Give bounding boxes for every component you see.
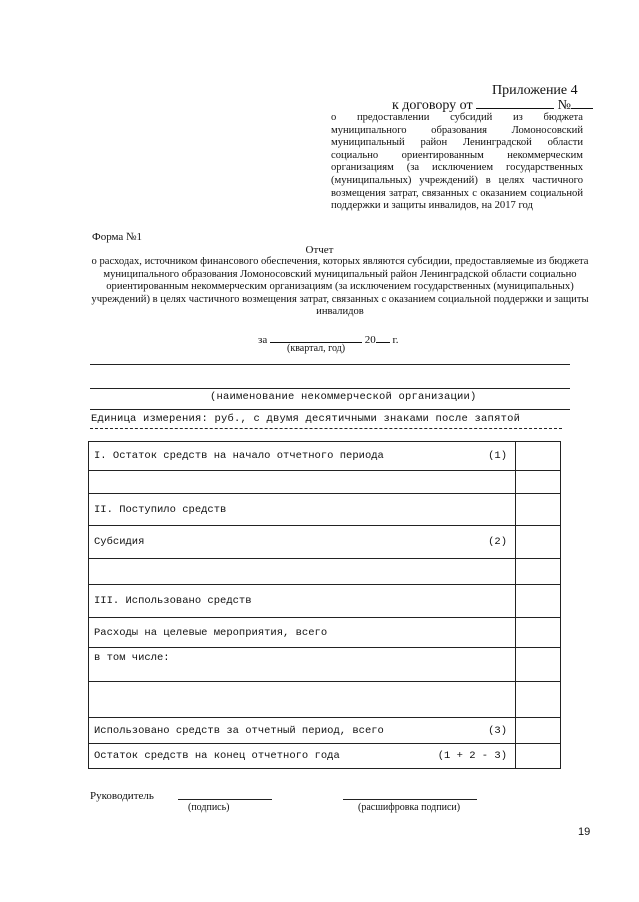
row-label: III. Использовано средств [94, 595, 252, 607]
value-cell[interactable] [516, 442, 561, 471]
row-label: I. Остаток средств на начало отчетного периода [94, 450, 384, 462]
row-label: в том числе: [94, 652, 170, 664]
row-code: (1) [488, 450, 507, 462]
contract-number-sign: № [557, 98, 571, 113]
value-cell[interactable] [516, 585, 561, 618]
contract-description: о предоставлении субсидий из бюджета муниципального образования Ломоносовский муниципальный район Ленинградской области социально ориентированным некоммерческим организациям (за исключением государственных (муниципальных) учреждений) в целях частичного возмещения затрат, связанных с оказанием социальной поддержки и защиты инвалидов, на 2017 год [331, 112, 583, 212]
table-row [89, 494, 561, 526]
table-row [89, 559, 561, 585]
period-prefix: за [258, 334, 268, 346]
row-label: Остаток средств на конец отчетного года [94, 750, 340, 762]
contract-date-blank [476, 96, 554, 109]
unit-of-measure: Единица измерения: руб., с двумя десятичными знаками после запятой [91, 413, 521, 425]
value-cell[interactable] [516, 682, 561, 718]
value-cell[interactable] [516, 618, 561, 648]
dashed-separator [90, 428, 562, 429]
org-name-line-2 [90, 388, 570, 389]
signature-label: (подпись) [188, 802, 230, 813]
year-blank [376, 330, 390, 343]
page-number: 19 [578, 826, 591, 838]
head-label: Руководитель [90, 790, 154, 802]
table-row [89, 718, 561, 744]
report-table [88, 441, 561, 769]
table-row [89, 526, 561, 559]
value-cell[interactable] [516, 526, 561, 559]
form-number: Форма №1 [92, 231, 143, 243]
org-name-line-1 [90, 364, 570, 365]
row-label: Расходы на целевые мероприятия, всего [94, 626, 328, 639]
contract-prefix: к договору от [392, 98, 473, 113]
row-label: II. Поступило средств [94, 503, 227, 516]
row-code: (1 + 2 - 3) [437, 750, 507, 762]
org-name-label: (наименование некоммерческой организации) [210, 391, 477, 403]
signature-line[interactable] [178, 799, 272, 800]
table-row [89, 442, 561, 471]
table-row [89, 744, 561, 769]
value-cell[interactable] [516, 744, 561, 769]
table-row [89, 471, 561, 494]
row-code: (3) [488, 724, 507, 737]
period-year: 20 [364, 334, 376, 346]
table-row [89, 618, 561, 648]
decoding-line[interactable] [343, 799, 477, 800]
table-row [89, 682, 561, 718]
value-cell[interactable] [516, 718, 561, 744]
period-label: (квартал, год) [287, 343, 346, 354]
table-row [89, 648, 561, 682]
report-description: о расходах, источником финансового обеспечения, которых являются субсидии, предоставляемые из бюджета муниципального образования Ломоносовский муниципальный район Ленинградской области социально ориентированным некоммерческим организациям (за исключением государственных (муниципальных) учреждений) в целях частичного возмещения затрат, связанных с оказанием социальной поддержки и защиты инвалидов [91, 256, 589, 318]
row-label: Субсидия [94, 536, 145, 548]
period-suffix: г. [392, 334, 399, 346]
row-label: Использовано средств за отчетный период, всего [94, 724, 384, 737]
row-code: (2) [488, 536, 507, 548]
org-label-underline [90, 409, 570, 410]
decoding-label: (расшифровка подписи) [358, 802, 461, 813]
value-cell[interactable] [516, 494, 561, 526]
table-row [89, 585, 561, 618]
contract-number-blank [571, 96, 593, 109]
appendix-title: Приложение 4 [492, 83, 578, 98]
value-cell[interactable] [516, 559, 561, 585]
report-title: Отчет [305, 244, 334, 256]
value-cell[interactable] [516, 648, 561, 682]
period-blank [270, 330, 362, 343]
value-cell[interactable] [516, 471, 561, 494]
